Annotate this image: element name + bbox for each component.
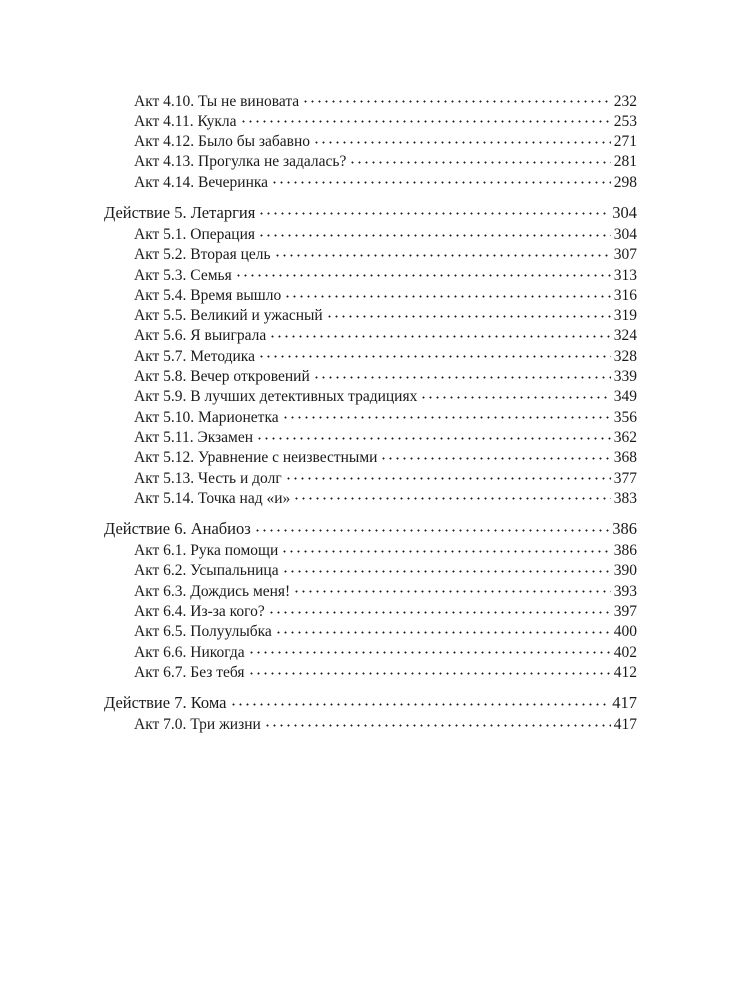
dot-leader: [281, 540, 610, 556]
toc-part-entry[interactable]: [104, 201, 637, 223]
toc-act-entry[interactable]: [104, 386, 637, 406]
dot-leader: [284, 285, 611, 301]
toc-act-entry[interactable]: [104, 540, 637, 560]
act-title: Акт 4.11. Кукла: [134, 112, 237, 130]
toc-act-entry[interactable]: [104, 560, 637, 580]
act-title: Акт 5.9. В лучших детективных традициях: [134, 388, 418, 406]
toc-act-entry[interactable]: [104, 426, 637, 446]
table-of-contents: [104, 90, 637, 734]
act-title: Акт 7.0. Три жизни: [134, 716, 261, 734]
page-number: 316: [613, 286, 637, 304]
page-number: 386: [612, 519, 637, 539]
dot-leader: [254, 518, 609, 535]
part-title: Действие 5. Летаргия: [104, 202, 256, 222]
act-title: Акт 5.13. Честь и долг: [134, 469, 282, 487]
page-number: 304: [612, 202, 637, 222]
dot-leader: [293, 581, 611, 597]
page-number: 386: [613, 542, 637, 560]
dot-leader: [240, 111, 611, 127]
act-title: Акт 6.7. Без тебя: [134, 663, 245, 681]
page-number: 271: [613, 133, 637, 151]
toc-act-entry[interactable]: [104, 284, 637, 304]
toc-act-entry[interactable]: [104, 151, 637, 171]
toc-act-entry[interactable]: [104, 641, 637, 661]
dot-leader: [420, 387, 610, 403]
page-number: 313: [613, 266, 637, 284]
act-title: Акт 6.2. Усыпальница: [134, 562, 279, 580]
dot-leader: [282, 561, 611, 577]
act-title: Акт 5.4. Время вышло: [134, 286, 282, 304]
act-title: Акт 5.7. Методика: [134, 347, 255, 365]
page-number: 304: [613, 225, 637, 243]
act-title: Акт 4.14. Вечеринка: [134, 173, 269, 191]
dot-leader: [282, 407, 611, 423]
page-number: 319: [613, 307, 637, 325]
toc-act-entry[interactable]: [104, 467, 637, 487]
act-title: Акт 6.1. Рука помощи: [134, 542, 279, 560]
page-number: 253: [613, 112, 637, 130]
toc-act-entry[interactable]: [104, 110, 637, 130]
page-number: 412: [613, 663, 637, 681]
dot-leader: [256, 427, 611, 443]
page-number: 417: [612, 693, 637, 713]
toc-act-entry[interactable]: [104, 366, 637, 386]
act-title: Акт 5.8. Вечер откровений: [134, 368, 310, 386]
dot-leader: [269, 326, 610, 342]
toc-act-entry[interactable]: [104, 305, 637, 325]
page-number: 356: [613, 408, 637, 426]
part-title: Действие 6. Анабиоз: [104, 519, 251, 539]
page-number: 298: [613, 173, 637, 191]
toc-act-entry[interactable]: [104, 264, 637, 284]
dot-leader: [235, 265, 611, 281]
page-number: 232: [613, 92, 637, 110]
page-number: 339: [613, 368, 637, 386]
act-title: Акт 5.5. Великий и ужасный: [134, 307, 323, 325]
act-title: Акт 5.3. Семья: [134, 266, 232, 284]
page-number: 362: [613, 428, 637, 446]
dot-leader: [302, 91, 611, 107]
dot-leader: [349, 152, 610, 168]
act-title: Акт 5.10. Марионетка: [134, 408, 279, 426]
toc-act-entry[interactable]: [104, 487, 637, 507]
act-title: Акт 4.12. Было бы забавно: [134, 133, 311, 151]
toc-act-entry[interactable]: [104, 90, 637, 110]
page-number: 328: [613, 347, 637, 365]
act-title: Акт 6.4. Из-за кого?: [134, 603, 265, 621]
page-number: 349: [613, 388, 637, 406]
toc-section: [104, 518, 637, 682]
dot-leader: [248, 662, 611, 678]
toc-act-entry[interactable]: [104, 223, 637, 243]
dot-leader: [258, 224, 611, 240]
act-title: Акт 6.5. Полуулыбка: [134, 623, 272, 641]
act-title: Акт 5.11. Экзамен: [134, 428, 254, 446]
toc-act-entry[interactable]: [104, 244, 637, 264]
dot-leader: [271, 172, 611, 188]
dot-leader: [230, 693, 610, 710]
dot-leader: [313, 131, 611, 147]
act-title: Акт 5.1. Операция: [134, 225, 256, 243]
toc-act-entry[interactable]: [104, 345, 637, 365]
dot-leader: [248, 642, 611, 658]
toc-act-entry[interactable]: [104, 447, 637, 467]
page-number: 307: [613, 246, 637, 264]
dot-leader: [268, 601, 611, 617]
page-number: 390: [613, 562, 637, 580]
toc-section: [104, 201, 637, 507]
dot-leader: [264, 714, 611, 730]
page-number: 402: [613, 643, 637, 661]
dot-leader: [313, 366, 611, 382]
dot-leader: [274, 245, 611, 261]
act-title: Акт 5.12. Уравнение с неизвестными: [134, 449, 378, 467]
dot-leader: [258, 346, 611, 362]
toc-section: [104, 90, 637, 191]
toc-part-entry[interactable]: [104, 518, 637, 540]
toc-act-entry[interactable]: [104, 580, 637, 600]
toc-act-entry[interactable]: [104, 714, 637, 734]
toc-act-entry[interactable]: [104, 406, 637, 426]
dot-leader: [326, 305, 611, 321]
dot-leader: [275, 622, 611, 638]
page-number: 324: [613, 327, 637, 345]
toc-act-entry[interactable]: [104, 621, 637, 641]
page-number: 397: [613, 603, 637, 621]
dot-leader: [380, 448, 610, 464]
act-title: Акт 5.6. Я выиграла: [134, 327, 267, 345]
act-title: Акт 6.6. Никогда: [134, 643, 245, 661]
toc-act-entry[interactable]: [104, 661, 637, 681]
page-number: 383: [613, 489, 637, 507]
page-number: 368: [613, 449, 637, 467]
act-title: Акт 5.2. Вторая цель: [134, 246, 271, 264]
page-number: 417: [613, 716, 637, 734]
dot-leader: [293, 488, 610, 504]
act-title: Акт 4.10. Ты не виновата: [134, 92, 300, 110]
page-number: 400: [613, 623, 637, 641]
act-title: Акт 5.14. Точка над «и»: [134, 489, 291, 507]
toc-act-entry[interactable]: [104, 325, 637, 345]
act-title: Акт 4.13. Прогулка не задалась?: [134, 153, 347, 171]
toc-section: [104, 692, 637, 734]
page-number: 377: [613, 469, 637, 487]
part-title: Действие 7. Кома: [104, 693, 227, 713]
toc-part-entry[interactable]: [104, 692, 637, 714]
toc-act-entry[interactable]: [104, 171, 637, 191]
toc-act-entry[interactable]: [104, 131, 637, 151]
page-number: 393: [613, 582, 637, 600]
act-title: Акт 6.3. Дождись меня!: [134, 582, 291, 600]
dot-leader: [285, 468, 611, 484]
toc-act-entry[interactable]: [104, 601, 637, 621]
page-number: 281: [613, 153, 637, 171]
dot-leader: [258, 202, 609, 219]
